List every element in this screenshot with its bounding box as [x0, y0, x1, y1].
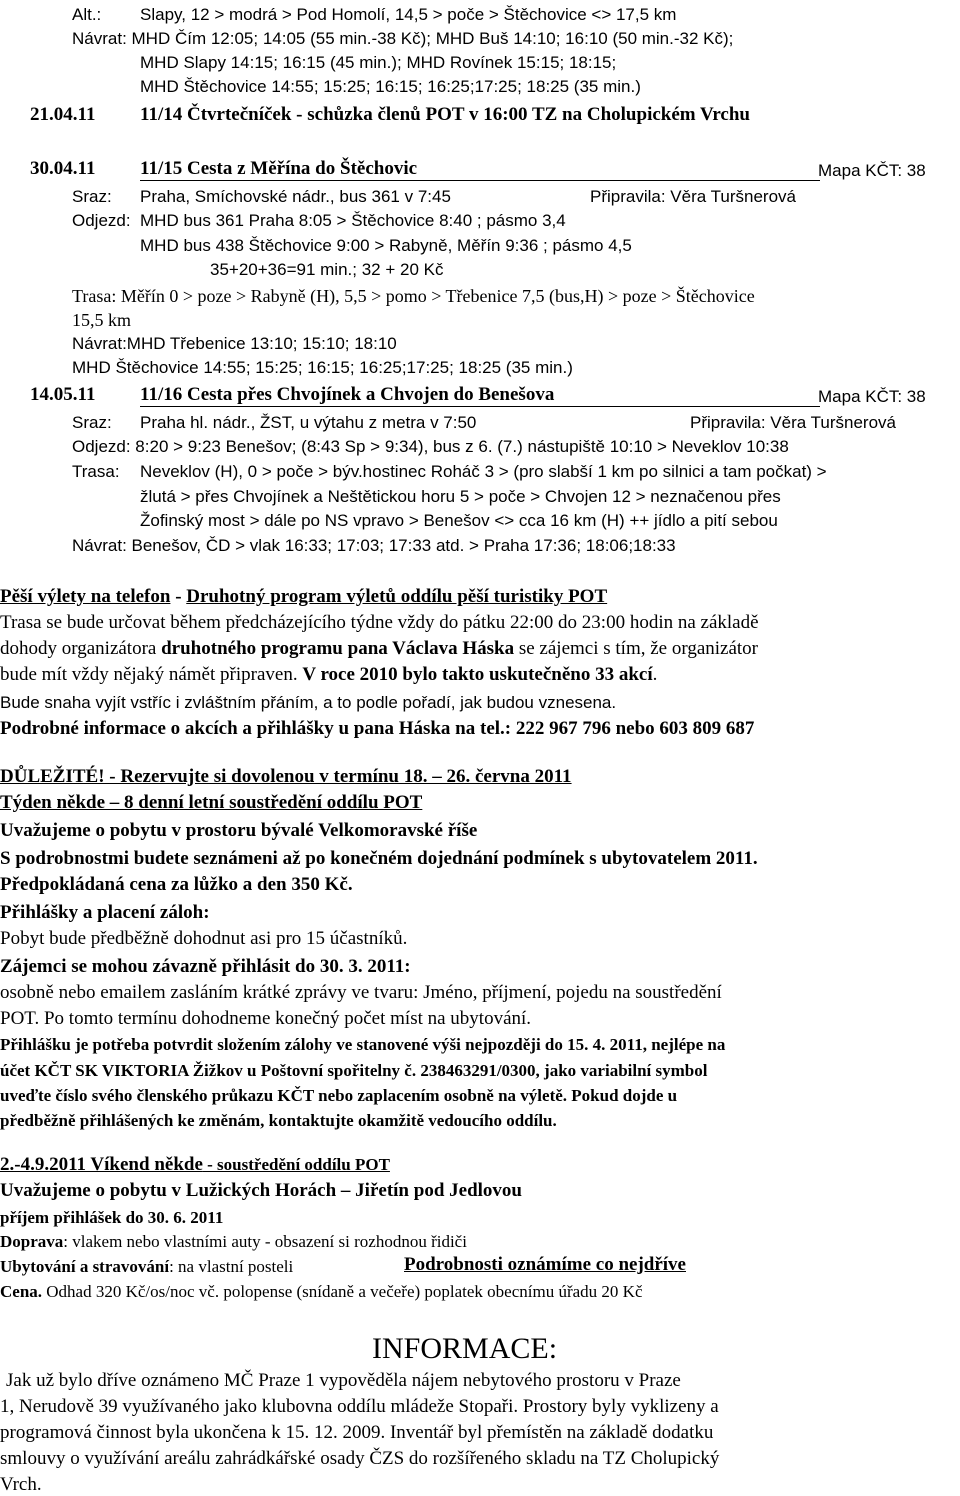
event-3-map: Mapa KČT: 38: [818, 387, 926, 406]
important-deadline: Zájemci se mohou závazně přihlásit do 30. 3. 2011:: [0, 956, 411, 977]
phone-trips-p3: bude mít vždy nějaký námět připraven. V roce 2010 bylo takto uskutečněno 33 akcí.: [0, 664, 658, 685]
weekend-price: [0, 1281, 643, 1303]
info-line-2: 1, Nerudově 39 využívaného jako klubovna oddílu mládeže Stopaři. Prostory byly vyklizeny a: [0, 1396, 719, 1417]
weekend-heading-title: 2.-4.9.2011 Víkend někde: [0, 1154, 203, 1175]
event-3-meet-label: Sraz:: [72, 413, 112, 432]
event-3-title: 11/16 Cesta přes Chvojínek a Chvojen do Benešova: [140, 384, 555, 405]
important-deposit-1: Přihlášku je potřeba potvrdit složením zálohy ve stanovené výši nejpozději do 15. 4. 2011, nejlépe na: [0, 1035, 726, 1054]
event-2-depart-3: 35+20+36=91 min.; 32 + 20 Kč: [210, 260, 444, 279]
phone-trips-heading-1: Pěší výlety na telefon: [0, 586, 171, 607]
event-2-prepared-by: Připravila: Věra Turšnerová: [590, 187, 796, 206]
phone-trips-p2-b: druhotného programu pana Václava Háska: [161, 638, 515, 659]
alt-return-1: Návrat: MHD Čím 12:05; 14:05 (55 min.-38 Kč); MHD Buš 14:10; 16:10 (50 min.-32 Kč);: [72, 29, 734, 48]
weekend-transport-label: Doprava: [0, 1232, 64, 1251]
important-signup-heading: Přihlášky a placení záloh:: [0, 902, 210, 923]
phone-trips-heading-2: Druhotný program výletů oddílu pěší turistiky POT: [186, 586, 608, 607]
weekend-transport-text: : vlakem nebo vlastními auty - obsazení si rozhodnou řidiči: [63, 1232, 467, 1251]
info-line-4: smlouvy o využívání areálu zahrádkářské osady ČZS do rozšířeného skladu na TZ Cholupický: [0, 1448, 720, 1469]
event-2-meet: Praha, Smíchovské nádr., bus 361 v 7:45: [140, 187, 451, 206]
phone-trips-p2-c: se zájemci s tím, že organizátor: [514, 638, 759, 659]
event-3-route-3: Žofinský most > dále po NS vpravo > Benešov <> cca 16 km (H) ++ jídlo a pití sebou: [140, 511, 778, 530]
important-deposit-3: uveďte číslo svého členského průkazu KČT nebo zaplacením osobně na výletě. Pokud dojde u: [0, 1086, 678, 1105]
weekend-transport: [0, 1231, 467, 1253]
important-week: Týden někde – 8 denní letní soustředění oddílu POT: [0, 792, 423, 813]
weekend-accommodation-text: : na vlastní posteli: [169, 1257, 294, 1276]
important-how-1: osobně nebo emailem zasláním krátké zprávy ve tvaru: Jméno, příjmení, pojedu na soustředění: [0, 982, 722, 1003]
event-3-date: 14.05.11: [30, 384, 96, 405]
weekend-price-text: Odhad 320 Kč/os/noc vč. polopense (snídaně a večeře) poplatek obecnímu úřadu 20 Kč: [42, 1282, 643, 1301]
weekend-heading: [0, 1154, 390, 1176]
important-heading: DŮLEŽITÉ! - Rezervujte si dovolenou v termínu 18. – 26. června 2011: [0, 766, 572, 787]
important-details: S podrobnostmi budete seznámeni až po konečném dojednání podmínek s ubytovatelem 2011.: [0, 848, 758, 869]
event-1-date: 21.04.11: [30, 104, 96, 125]
phone-trips-p3-a: bude mít vždy nějaký námět připraven.: [0, 664, 303, 685]
important-how-2: POT. Po tomto termínu dohodneme konečný počet míst na ubytování.: [0, 1008, 532, 1029]
phone-trips-heading-sep: -: [170, 586, 187, 607]
info-line-3: programová činnost byla ukončena k 15. 12. 2009. Inventář byl přemístěn na základě dodatku: [0, 1422, 714, 1443]
event-3-title-underline: [140, 406, 820, 407]
event-2-depart-1: MHD bus 361 Praha 8:05 > Štěchovice 8:40 ; pásmo 3,4: [140, 211, 566, 230]
event-3-route-1: Neveklov (H), 0 > poče > býv.hostinec Roháč 3 > (pro slabší 1 km po silnici a tam počkat) >: [140, 462, 827, 481]
event-2-meet-label: Sraz:: [72, 187, 112, 206]
event-2-depart-2: MHD bus 438 Štěchovice 9:00 > Rabyně, Měřín 9:36 ; pásmo 4,5: [140, 236, 632, 255]
alt-return-3: MHD Štěchovice 14:55; 15:25; 16:15; 16:25;17:25; 18:25 (35 min.): [140, 77, 641, 96]
phone-trips-p2-a: dohody organizátora: [0, 638, 162, 659]
phone-trips-p3-b: V roce 2010 bylo takto uskutečněno 33 akcí: [302, 664, 653, 685]
phone-trips-p2: [0, 638, 758, 660]
alt-return-2: MHD Slapy 14:15; 16:15 (45 min.); MHD Rovínek 15:15; 18:15;: [140, 53, 617, 72]
info-line-5: Vrch.: [0, 1474, 42, 1495]
alt-route: Slapy, 12 > modrá > Pod Homolí, 14,5 > poče > Štěchovice <> 17,5 km: [140, 5, 677, 24]
event-2-depart-label: Odjezd:: [72, 211, 131, 230]
info-line-1: Jak už bylo dříve oznámeno MČ Praze 1 vypověděla nájem nebytového prostoru v Praze: [6, 1370, 681, 1391]
phone-trips-p1: Trasa se bude určovat během předcházejícího týdne vždy do pátku 22:00 do 23:00 hodin na základě: [0, 612, 759, 633]
event-3-prepared-by: Připravila: Věra Turšnerová: [690, 413, 896, 432]
weekend-accommodation: [0, 1256, 293, 1278]
event-1-title: 11/14 Čtvrtečníček - schůzka členů POT v 16:00 TZ na Cholupickém Vrchu: [140, 104, 750, 125]
event-3-return: Návrat: Benešov, ČD > vlak 16:33; 17:03; 17:33 atd. > Praha 17:36; 18:06;18:33: [72, 536, 676, 555]
weekend-deadline: příjem přihlášek do 30. 6. 2011: [0, 1208, 224, 1227]
event-3-route-2: žlutá > přes Chvojínek a Neštětickou horu 5 > poče > Chvojen 12 > neznačenou přes: [140, 487, 781, 506]
important-price: Předpokládaná cena za lůžko a den 350 Kč.: [0, 874, 353, 895]
event-3-route-label: Trasa:: [72, 462, 120, 481]
event-2-title-underline: [140, 180, 820, 181]
phone-trips-p4: Bude snaha vyjít vstříc i zvláštním přáním, a to podle pořadí, jak budou vznesena.: [0, 693, 617, 712]
phone-trips-heading: [0, 586, 607, 608]
event-3-depart: Odjezd: 8:20 > 9:23 Benešov; (8:43 Sp > 9:34), bus z 6. (7.) nástupiště 10:10 > Neveklov 10:38: [72, 437, 789, 456]
important-deposit-4: předběžně přihlášených ke změnám, kontaktujte okamžitě vedoucího oddílu.: [0, 1111, 557, 1130]
weekend-more-soon: Podrobnosti oznámíme co nejdříve: [404, 1254, 686, 1275]
event-2-map: Mapa KČT: 38: [818, 161, 926, 180]
phone-trips-contact: Podrobné informace o akcích a přihlášky u pana Háska na tel.: 222 967 796 nebo 603 809 687: [0, 718, 755, 739]
event-2-date: 30.04.11: [30, 158, 96, 179]
event-2-title: 11/15 Cesta z Měřína do Štěchovic: [140, 158, 418, 179]
weekend-accommodation-label: Ubytování a stravování: [0, 1257, 170, 1276]
event-2-return: Návrat:MHD Třebenice 13:10; 15:10; 18:10: [72, 334, 397, 353]
important-capacity: Pobyt bude předběžně dohodnut asi pro 15 účastníků.: [0, 928, 408, 949]
important-deposit-2: účet KČT SK VIKTORIA Žižkov u Poštovní spořitelny č. 238463291/0300, jako variabilní symbol: [0, 1061, 708, 1080]
info-title: INFORMACE:: [372, 1332, 558, 1365]
event-2-route: Trasa: Měřín 0 > poze > Rabyně (H), 5,5 > pomo > Třebenice 7,5 (bus,H) > poze > Štěchovice: [72, 286, 755, 306]
important-location: Uvažujeme o pobytu v prostoru bývalé Velkomoravské říše: [0, 820, 478, 841]
weekend-location: Uvažujeme o pobytu v Lužických Horách – Jiřetín pod Jedlovou: [0, 1180, 522, 1201]
event-2-return-2: MHD Štěchovice 14:55; 15:25; 16:15; 16:25;17:25; 18:25 (35 min.): [72, 358, 573, 377]
weekend-price-label: Cena.: [0, 1282, 43, 1301]
event-3-meet: Praha hl. nádr., ŽST, u výtahu z metra v 7:50: [140, 413, 477, 432]
alt-label: Alt.:: [72, 5, 102, 24]
event-2-route-2: 15,5 km: [72, 310, 132, 330]
weekend-heading-sub: - soustředění oddílu POT: [202, 1155, 390, 1174]
